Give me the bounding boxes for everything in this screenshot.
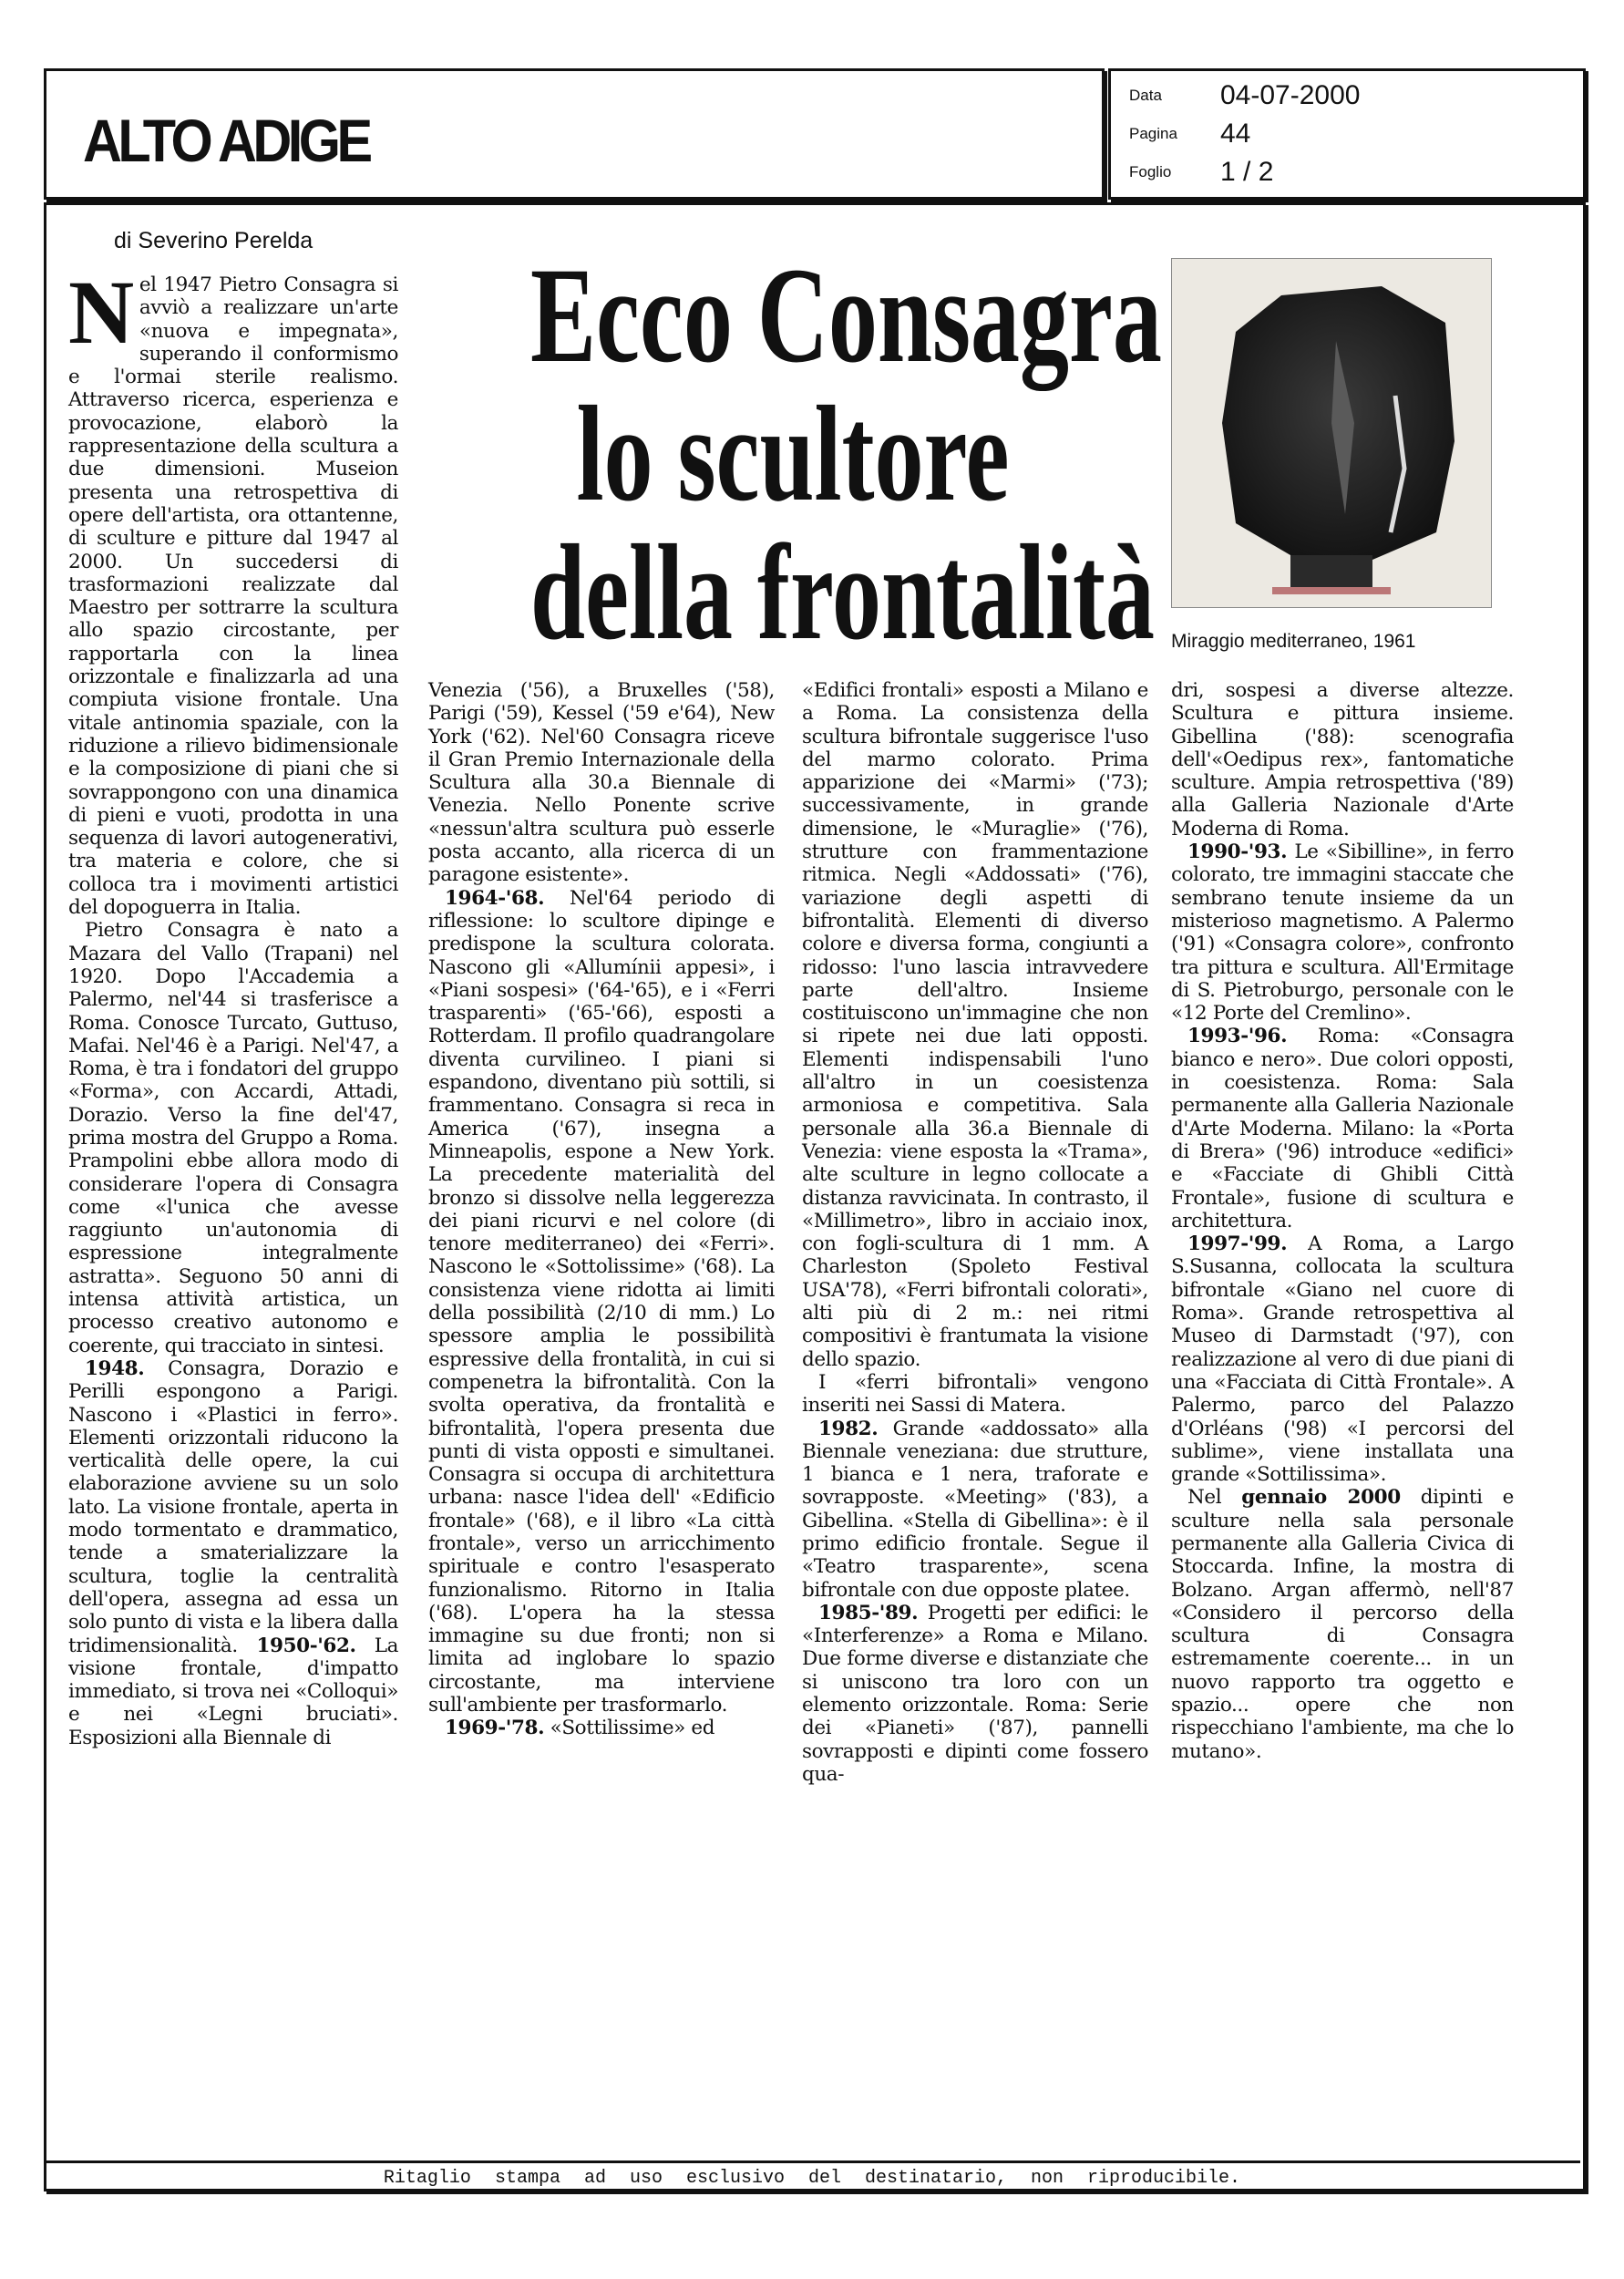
headline <box>428 240 1162 668</box>
photo-caption: Miraggio mediterraneo, 1961 <box>1171 631 1416 652</box>
article-column-3 <box>802 679 1148 1786</box>
paragraph-text: Nel <box>1187 1486 1242 1510</box>
year-lead: 1948. <box>85 1356 145 1380</box>
paragraph <box>1171 1025 1514 1232</box>
meta-page <box>1129 119 1250 150</box>
meta-label: Foglio <box>1129 163 1172 180</box>
paragraph <box>428 1717 775 1739</box>
paragraph: «Edifici frontali» esposti a Milano e a Roma. La consistenza della scultura bifrontale suggerisce l'uso del marmo colorato. Prima apparizione dei «Marmi» ('73); successivamente, in grande dimensione, le «Muraglie» ('76), strutture con frammentazione ritmica. Negli «Addossati» ('76), variazione degli aspetti di bifrontalità. Elementi di diverso colore e diversa forma, congiunti a ridosso: l'uno lascia intravvedere parte dell'altro. Insieme costituiscono un'immagine che non si ripete nei due lati opposti. Elementi indispensabili l'uno all'altro in un coesistenza armoniosa e competitiva. Sala personale alla 36.a Biennale di Venezia: viene esposta la «Trama», alte sculture in legno collocate a distanza ravvicinata. In contrasto, il «Millimetro», libro in acciaio inox, con fogli-scultura di 1 mm. A Charleston (Spoleto Festival USA'78), «Ferri bifrontali colorati», alti più di 2 m.: nei ritmi compositivi è frantumata la visione dello spazio. <box>802 679 1148 1371</box>
paragraph-text: el 1947 Pietro Consagra si avviò a realizzare un'arte «nuova e impegnata», superando il conformismo e l'ormai sterile realismo. Attraverso ricerca, esperienza e provocazione, elaborò la rappresentazione della scultura a due dimensioni. Museion presenta una retrospettiva di opere dell'artista, ora ottantenne, di sculture e pitture dal 1947 al 2000. Un succedersi di trasformazioni realizzate dal Maestro per sottrarre la scultura allo spazio circostante, per rapportarla con la linea orizzontale e finalizzarla ad una compiuta visione frontale. Una vitale antinomia spaziale, con la riduzione a rilievo bidimensionale e la composizione di piani che si sovrappongono con una dinamica di pieni e vuoti, prodotta in una sequenza di lavori autogenerativi, tra materia e colore, che si colloca tra i movimenti artistici del dopoguerra in Italia. <box>68 273 398 920</box>
byline: di Severino Perelda <box>114 228 313 253</box>
paragraph <box>428 887 775 1717</box>
paragraph-text: Grande «addossato» alla Biennale veneziana: due strutture, 1 bianca e 1 nera, traforate e sovrapposte. «Meeting» ('83), a Gibellina. «Stella di Gibellina»: è il primo edificio frontale. Segue il «Teatro trasparente», scena bifrontale con due opposte platee. <box>802 1417 1148 1602</box>
headline-line: Ecco Consagra <box>530 240 1162 391</box>
paragraph <box>802 1602 1148 1786</box>
paragraph-text: La visione frontale, d'impatto immediato, si trova nei «Colloqui» e nei «Legni bruciati». Esposizioni alla Biennale di <box>68 1634 399 1749</box>
meta-value: 1 / 2 <box>1220 157 1274 187</box>
paragraph: Venezia ('56), a Bruxelles ('58), Parigi ('59), Kessel ('59 e'64), New York ('62). Nel'60 Consagra riceve il Gran Premio Internazionale della Scultura alla 30.a Biennale di Venezia. Nello Ponente scrive «nessun'altra scultura può esserle posta accanto, alla ricerca di un paragone esistente». <box>428 679 775 887</box>
meta-label: Pagina <box>1129 125 1177 142</box>
year-lead: 1950-'62. <box>237 1634 356 1657</box>
paragraph: dri, sospesi a diverse altezze. Scultura e pittura insieme. Gibellina ('88): scenografia dell'«Oedipus rex», fantomatiche sculture. Ampia retrospettiva ('89) alla Galleria Nazionale d'Arte Moderna di Roma. <box>1171 679 1514 840</box>
headline-line: lo scultore <box>576 378 1010 530</box>
meta-value: 44 <box>1220 119 1251 149</box>
sculpture-photo <box>1171 258 1492 608</box>
year-lead: 1964-'68. <box>445 886 545 910</box>
paragraph: I «ferri bifrontali» vengono inseriti nei Sassi di Matera. <box>802 1370 1148 1418</box>
paragraph <box>1171 1232 1514 1486</box>
paragraph-text: Le «Sibilline», in ferro colorato, tre immagini staccate che sembrano tenute insieme da un misterioso magnetismo. A Palermo ('91) «Consagra colore», confronto tra pittura e scultura. All'Ermitage di S. Pietroburgo, personale con le «12 Porte del Cremlino». <box>1171 840 1514 1026</box>
year-lead: 1982. <box>818 1417 879 1440</box>
clipping-meta-box <box>1108 68 1586 200</box>
paragraph <box>1171 1486 1514 1763</box>
meta-value: 04-07-2000 <box>1220 80 1361 110</box>
paragraph-text: Roma: «Consagra bianco e nero». Due colori opposti, in coesistenza. Roma: Sala permanente alla Galleria Nazionale d'Arte Moderna. Milano: la «Porta di Brera» ('96) introduce «edifici» e «Facciate di Ghibli Città Frontale», fusione di scultura e architettura. <box>1171 1025 1514 1232</box>
article-column-2 <box>428 679 775 1740</box>
paragraph-text: Progetti per edifici: le «Interferenze» a Roma e Milano. Due forme diverse e distanziate che si uniscono tra loro con un elemento orizzontale. Roma: Serie dei «Pianeti» ('87), pannelli sovrapposti e dipinti come fossero qua- <box>802 1601 1148 1786</box>
paragraph <box>802 1418 1148 1602</box>
article-column-4 <box>1171 679 1514 1763</box>
date-lead: gennaio 2000 <box>1241 1486 1401 1510</box>
year-lead: 1997-'99. <box>1187 1232 1288 1256</box>
drop-cap: N <box>68 262 134 363</box>
paragraph: Pietro Consagra è nato a Mazara del Vallo (Trapani) nel 1920. Dopo l'Accademia a Palermo, nel'44 si trasferisce a Roma. Conosce Turcato, Guttuso, Mafai. Nel'46 è a Parigi. Nel'47, a Roma, è tra i fondatori del gruppo «Forma», con Accardi, Attadi, Dorazio. Verso la fine del'47, prima mostra del Gruppo a Roma. Prampolini ebbe allora modo di considerare l'opera di Consagra come «l'unica che avesse raggiunto un'autonomia di espressione integralmente astratta». Seguono 50 anni di intensa attività artistica, un processo creativo autonomo e coerente, qui tracciato in sintesi. <box>68 919 398 1357</box>
publication-logo: ALTO ADIGE <box>83 107 369 174</box>
footer-divider <box>44 2160 1580 2163</box>
paragraph-text: «Sottilissime» ed <box>544 1717 715 1740</box>
paragraph-text: A Roma, a Largo S.Susanna, collocata la scultura bifrontale «Giano nel cuore di Roma». Grande retrospettiva al Museo di Darmstadt ('97), con realizzazione al vero di due piani di una «Facciata di Città Frontale». A Palermo, parco del Palazzo d'Orléans ('98) «I percorsi del sublime», viene installata una grande «Sottilissima». <box>1171 1232 1514 1487</box>
year-lead: 1990-'93. <box>1187 840 1288 864</box>
meta-date <box>1129 80 1360 111</box>
year-lead: 1969-'78. <box>445 1717 545 1740</box>
meta-sheet <box>1129 157 1273 188</box>
paragraph-text: dipinti e sculture nella sala personale permanente alla Galleria Civica di Stoccarda. Infine, la mostra di Bolzano. Argan affermò, nell'87 «Considero il percorso della scultura di Consagra estremamente coerente... in un nuovo rapporto tra oggetto e spazio... opere che non rispecchiano l'ambiente, ma che lo mutano». <box>1171 1486 1514 1763</box>
paragraph <box>68 1357 398 1749</box>
year-lead: 1985-'89. <box>818 1601 919 1624</box>
paragraph <box>68 262 398 920</box>
paragraph-text: Nel'64 periodo di riflessione: lo scultore dipinge e predispone la scultura colorata. Nascono gli «Allumínii appesi», i «Piani sospesi» ('64-'65), e i «Ferri trasparenti» ('65-'66), esposti a Rotterdam. Il profilo quadrangolare diventa curvilineo. I piani si espandono, diventano più sottili, si frammentano. Consagra si reca in America ('67), insegna a Minneapolis, espone a New York. La precedente materialità del bronzo si dissolve nella leggerezza dei piani ricurvi e nel colore (di tenore mediterraneo) dei «Ferri». Nascono le «Sottolissime» ('68). La consistenza viene ridotta ai limiti della possibilità (2/10 di mm.) Lo spessore amplia le possibilità espressive della frontalità, in cui si compenetra la bifrontalità. Con la svolta operativa, da frontalità e bifrontalità, l'opera presenta due punti di vista opposti e simultanei. Consagra si occupa di architettura urbana: nasce l'idea dell' «Edificio frontale» ('68), e il libro «La città frontale», verso un arricchimento spirituale e contro l'esasperato funzionalismo. Ritorno in Italia ('68). L'opera ha la stessa immagine su due fronti; non si limita ad inglobare lo spazio circostante, ma interviene sull'ambiente per trasformarlo. <box>428 886 775 1717</box>
clipping-notice: Ritaglio stampa ad uso esclusivo del destinatario, non riproducibile. <box>383 2168 1241 2189</box>
article-column-1 <box>68 262 399 1749</box>
year-lead: 1993-'96. <box>1187 1025 1288 1048</box>
masthead-box <box>44 68 1105 200</box>
meta-label: Data <box>1129 87 1162 104</box>
headline-line: della frontalità <box>530 517 1155 668</box>
paragraph-text: Consagra, Dorazio e Perilli espongono a Parigi. Nascono i «Plastici in ferro». Elementi orizzontali riducono la verticalità delle opere, la cui elaborazione avviene su un solo lato. La visione frontale, aperta in modo tormentato e drammatico, tende a smaterializzare la scultura, toglie la centralità dell'opera, assegna ad essa un solo punto di vista e la libera dalla tridimensionalità. <box>68 1356 398 1657</box>
paragraph <box>1171 840 1514 1025</box>
